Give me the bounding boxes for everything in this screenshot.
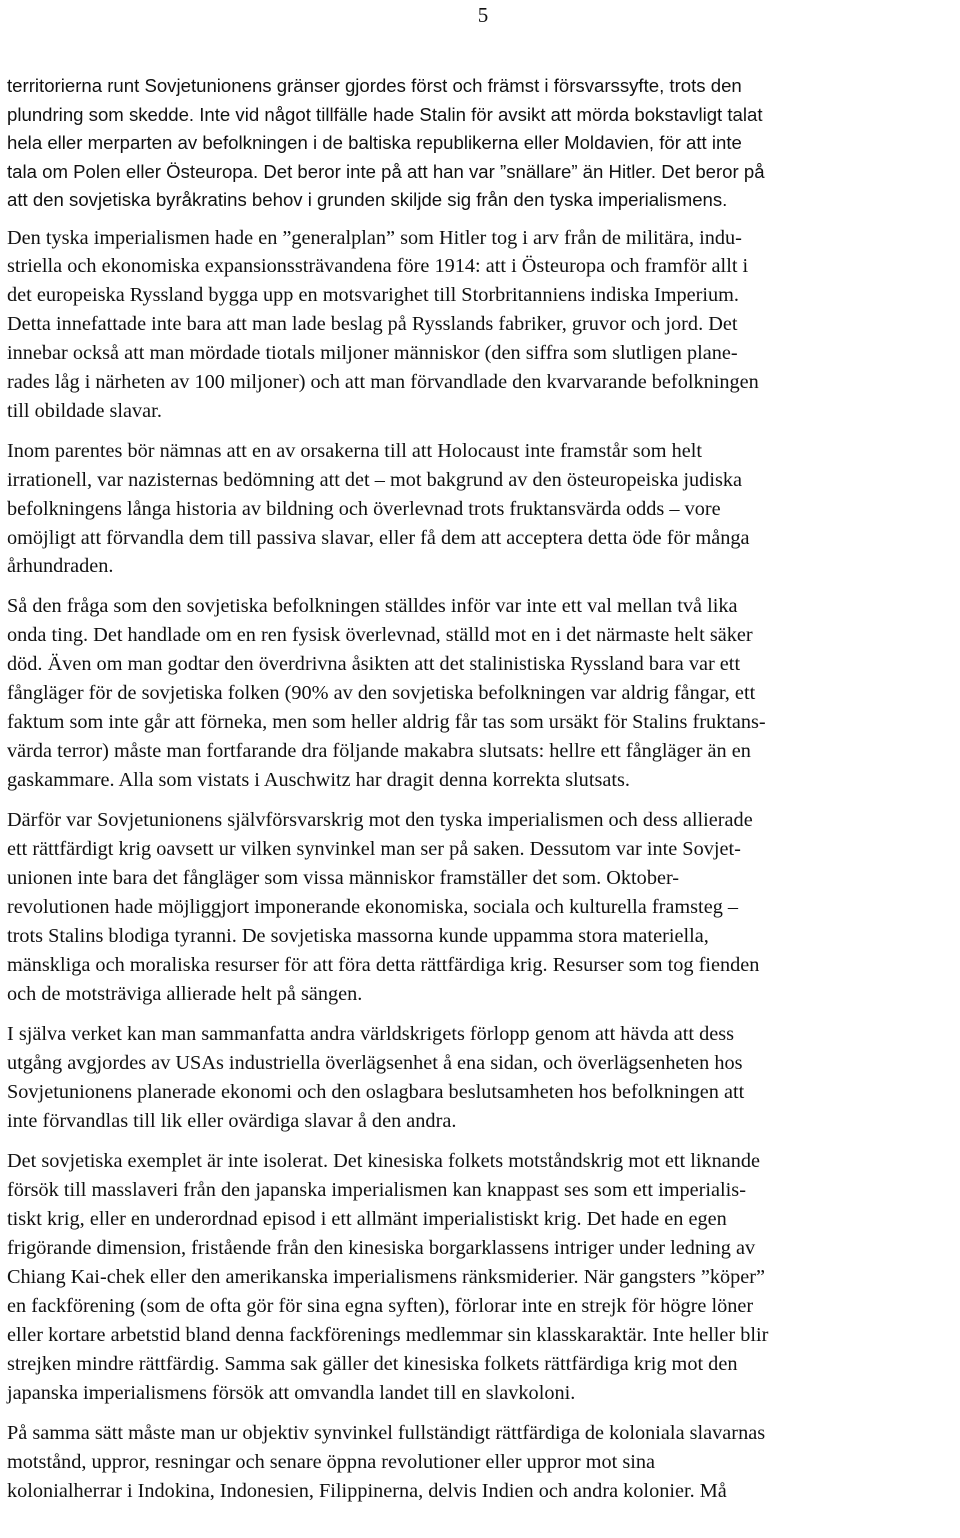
paragraph	[7, 592, 957, 795]
text-line: Inom parentes bör nämnas att en av orsakerna till att Holocaust inte framstår som helt	[7, 439, 702, 462]
paragraph	[7, 224, 957, 426]
text-line: eller kortare arbetstid bland denna fackförenings medlemmar sin klasskaraktär. Inte heller blir	[7, 1324, 769, 1347]
text-line: territorierna runt Sovjetunionens gränser gjordes först och främst i försvarssyfte, trots den	[7, 75, 742, 96]
text-line: Det sovjetiska exemplet är inte isolerat. Det kinesiska folkets motståndskrig mot ett liknande	[7, 1150, 761, 1173]
text-line: faktum som inte går att förneka, men som heller aldrig får tas som ursäkt för Stalins fruktans-	[7, 711, 766, 734]
text-line: innebar också att man mördade tiotals miljoner människor (den siffra som slutligen plane-	[7, 342, 738, 365]
text-line: trots Stalins blodiga tyranni. De sovjetiska massorna kunde uppamma stora materiella,	[7, 925, 709, 948]
paragraph	[7, 437, 957, 582]
text-line: att den sovjetiska byråkratins behov i grunden skiljde sig från den tyska imperialismens.	[7, 189, 728, 210]
text-line: striella och ekonomiska expansionssträvandena före 1914: att i Östeuropa och framför allt i	[7, 255, 749, 278]
text-line: Den tyska imperialismen hade en ”generalplan” som Hitler tog i arv från de militära, indu-	[7, 226, 742, 249]
text-line: det europeiska Ryssland bygga upp en motsvarighet till Storbritanniens indiska Imperium.	[7, 284, 740, 307]
text-line: På samma sätt måste man ur objektiv synvinkel fullständigt rättfärdiga de koloniala slavarnas	[7, 1422, 766, 1445]
text-line: inte förvandlas till lik eller ovärdiga slavar å den andra.	[7, 1110, 457, 1133]
text-line: tiskt krig, eller en underordnad episod i ett allmänt imperialistiskt krig. Det hade en egen	[7, 1208, 727, 1231]
text-line: kolonialherrar i Indokina, Indonesien, Filippinerna, delvis Indien och andra kolonier. Må	[7, 1480, 727, 1503]
text-line: onda ting. Det handlade om en ren fysisk överlevnad, ställd mot en i det närmaste helt säker	[7, 624, 753, 647]
text-line: till obildade slavar.	[7, 399, 162, 422]
text-line: omöjligt att förvandla dem till passiva slavar, eller få dem att acceptera detta öde för många	[7, 526, 750, 549]
text-line: Så den fråga som den sovjetiska befolkningen ställdes inför var inte ett val mellan två lika	[7, 595, 738, 618]
document-body	[7, 72, 957, 1517]
paragraph	[7, 1419, 957, 1506]
text-line: plundring som skedde. Inte vid något tillfälle hade Stalin för avsikt att mörda bokstavligt talat	[7, 103, 763, 125]
text-line: fångläger för de sovjetiska folken (90% av den sovjetiska befolkningen var aldrig fångar, ett	[7, 682, 756, 705]
text-line: motstånd, uppror, resningar och senare öppna revolutioner eller uppror mot sina	[7, 1451, 655, 1474]
text-line: Därför var Sovjetunionens självförsvarskrig mot den tyska imperialismen och dess allierade	[7, 809, 753, 832]
text-line: århundraden.	[7, 555, 114, 578]
text-line: rades låg i närheten av 100 miljoner) och att man förvandlade den kvarvarande befolkningen	[7, 371, 759, 394]
text-line: befolkningens långa historia av bildning och överlevnad trots fruktansvärda odds – vore	[7, 497, 721, 520]
text-line: unionen inte bara det fångläger som vissa människor framställer det som. Oktober-	[7, 867, 680, 890]
text-line: värda terror) måste man fortfarande dra följande makabra slutsats: hellre ett fångläger än en	[7, 740, 751, 763]
paragraph	[7, 72, 957, 215]
text-line: ett rättfärdigt krig oavsett ur vilken synvinkel man ser på saken. Dessutom var inte Sovjet-	[7, 838, 741, 861]
text-line: japanska imperialismens försök att omvandla landet till en slavkoloni.	[7, 1382, 576, 1405]
text-line: irrationell, var nazisternas bedömning att det – mot bakgrund av den östeuropeiska judiska	[7, 468, 742, 491]
text-line: mänskliga och moraliska resurser för att föra detta rättfärdiga krig. Resurser som tog fienden	[7, 954, 760, 977]
text-line: Detta innefattade inte bara att man lade beslag på Rysslands fabriker, gruvor och jord. Det	[7, 313, 738, 336]
text-line: en fackförening (som de ofta gör för sina egna syften), förlorar inte en strejk för högre löner	[7, 1295, 754, 1318]
text-line: hela eller merparten av befolkningen i de baltiska republikerna eller Moldavien, för att inte	[7, 132, 742, 153]
text-line: gaskammare. Alla som vistats i Auschwitz har dragit denna korrekta slutsats.	[7, 769, 630, 792]
text-line: frigörande dimension, fristående från den kinesiska borgarklassens intriger under ledning av	[7, 1237, 756, 1260]
paragraph	[7, 1020, 957, 1136]
text-line: tala om Polen eller Östeuropa. Det beror inte på att han var ”snällare” än Hitler. Det beror på	[7, 160, 765, 182]
text-line: utgång avgjordes av USAs industriella överlägsenhet å ena sidan, och överlägsenheten hos	[7, 1052, 743, 1075]
text-line: och de motsträviga allierade helt på sängen.	[7, 983, 363, 1006]
paragraph	[7, 806, 957, 1009]
paragraph	[7, 1147, 957, 1408]
text-line: Chiang Kai-chek eller den amerikanska imperialismens ränksmiderier. När gangsters ”köper”	[7, 1266, 766, 1289]
text-line: strejken mindre rättfärdig. Samma sak gäller det kinesiska folkets rättfärdiga krig mot den	[7, 1353, 738, 1376]
text-line: Sovjetunionens planerade ekonomi och den oslagbara beslutsamheten hos befolkningen att	[7, 1081, 745, 1104]
text-line: död. Även om man godtar den överdrivna åsikten att det stalinistiska Ryssland bara var ett	[7, 653, 741, 676]
text-line: I själva verket kan man sammanfatta andra världskrigets förlopp genom att hävda att dess	[7, 1023, 735, 1046]
text-line: revolutionen hade möjliggjort imponerande ekonomiska, sociala och kulturella framsteg –	[7, 896, 739, 919]
text-line: försök till masslaveri från den japanska imperialismen kan knappast ses som ett imperialis-	[7, 1179, 746, 1202]
page-number: 5	[477, 3, 489, 27]
